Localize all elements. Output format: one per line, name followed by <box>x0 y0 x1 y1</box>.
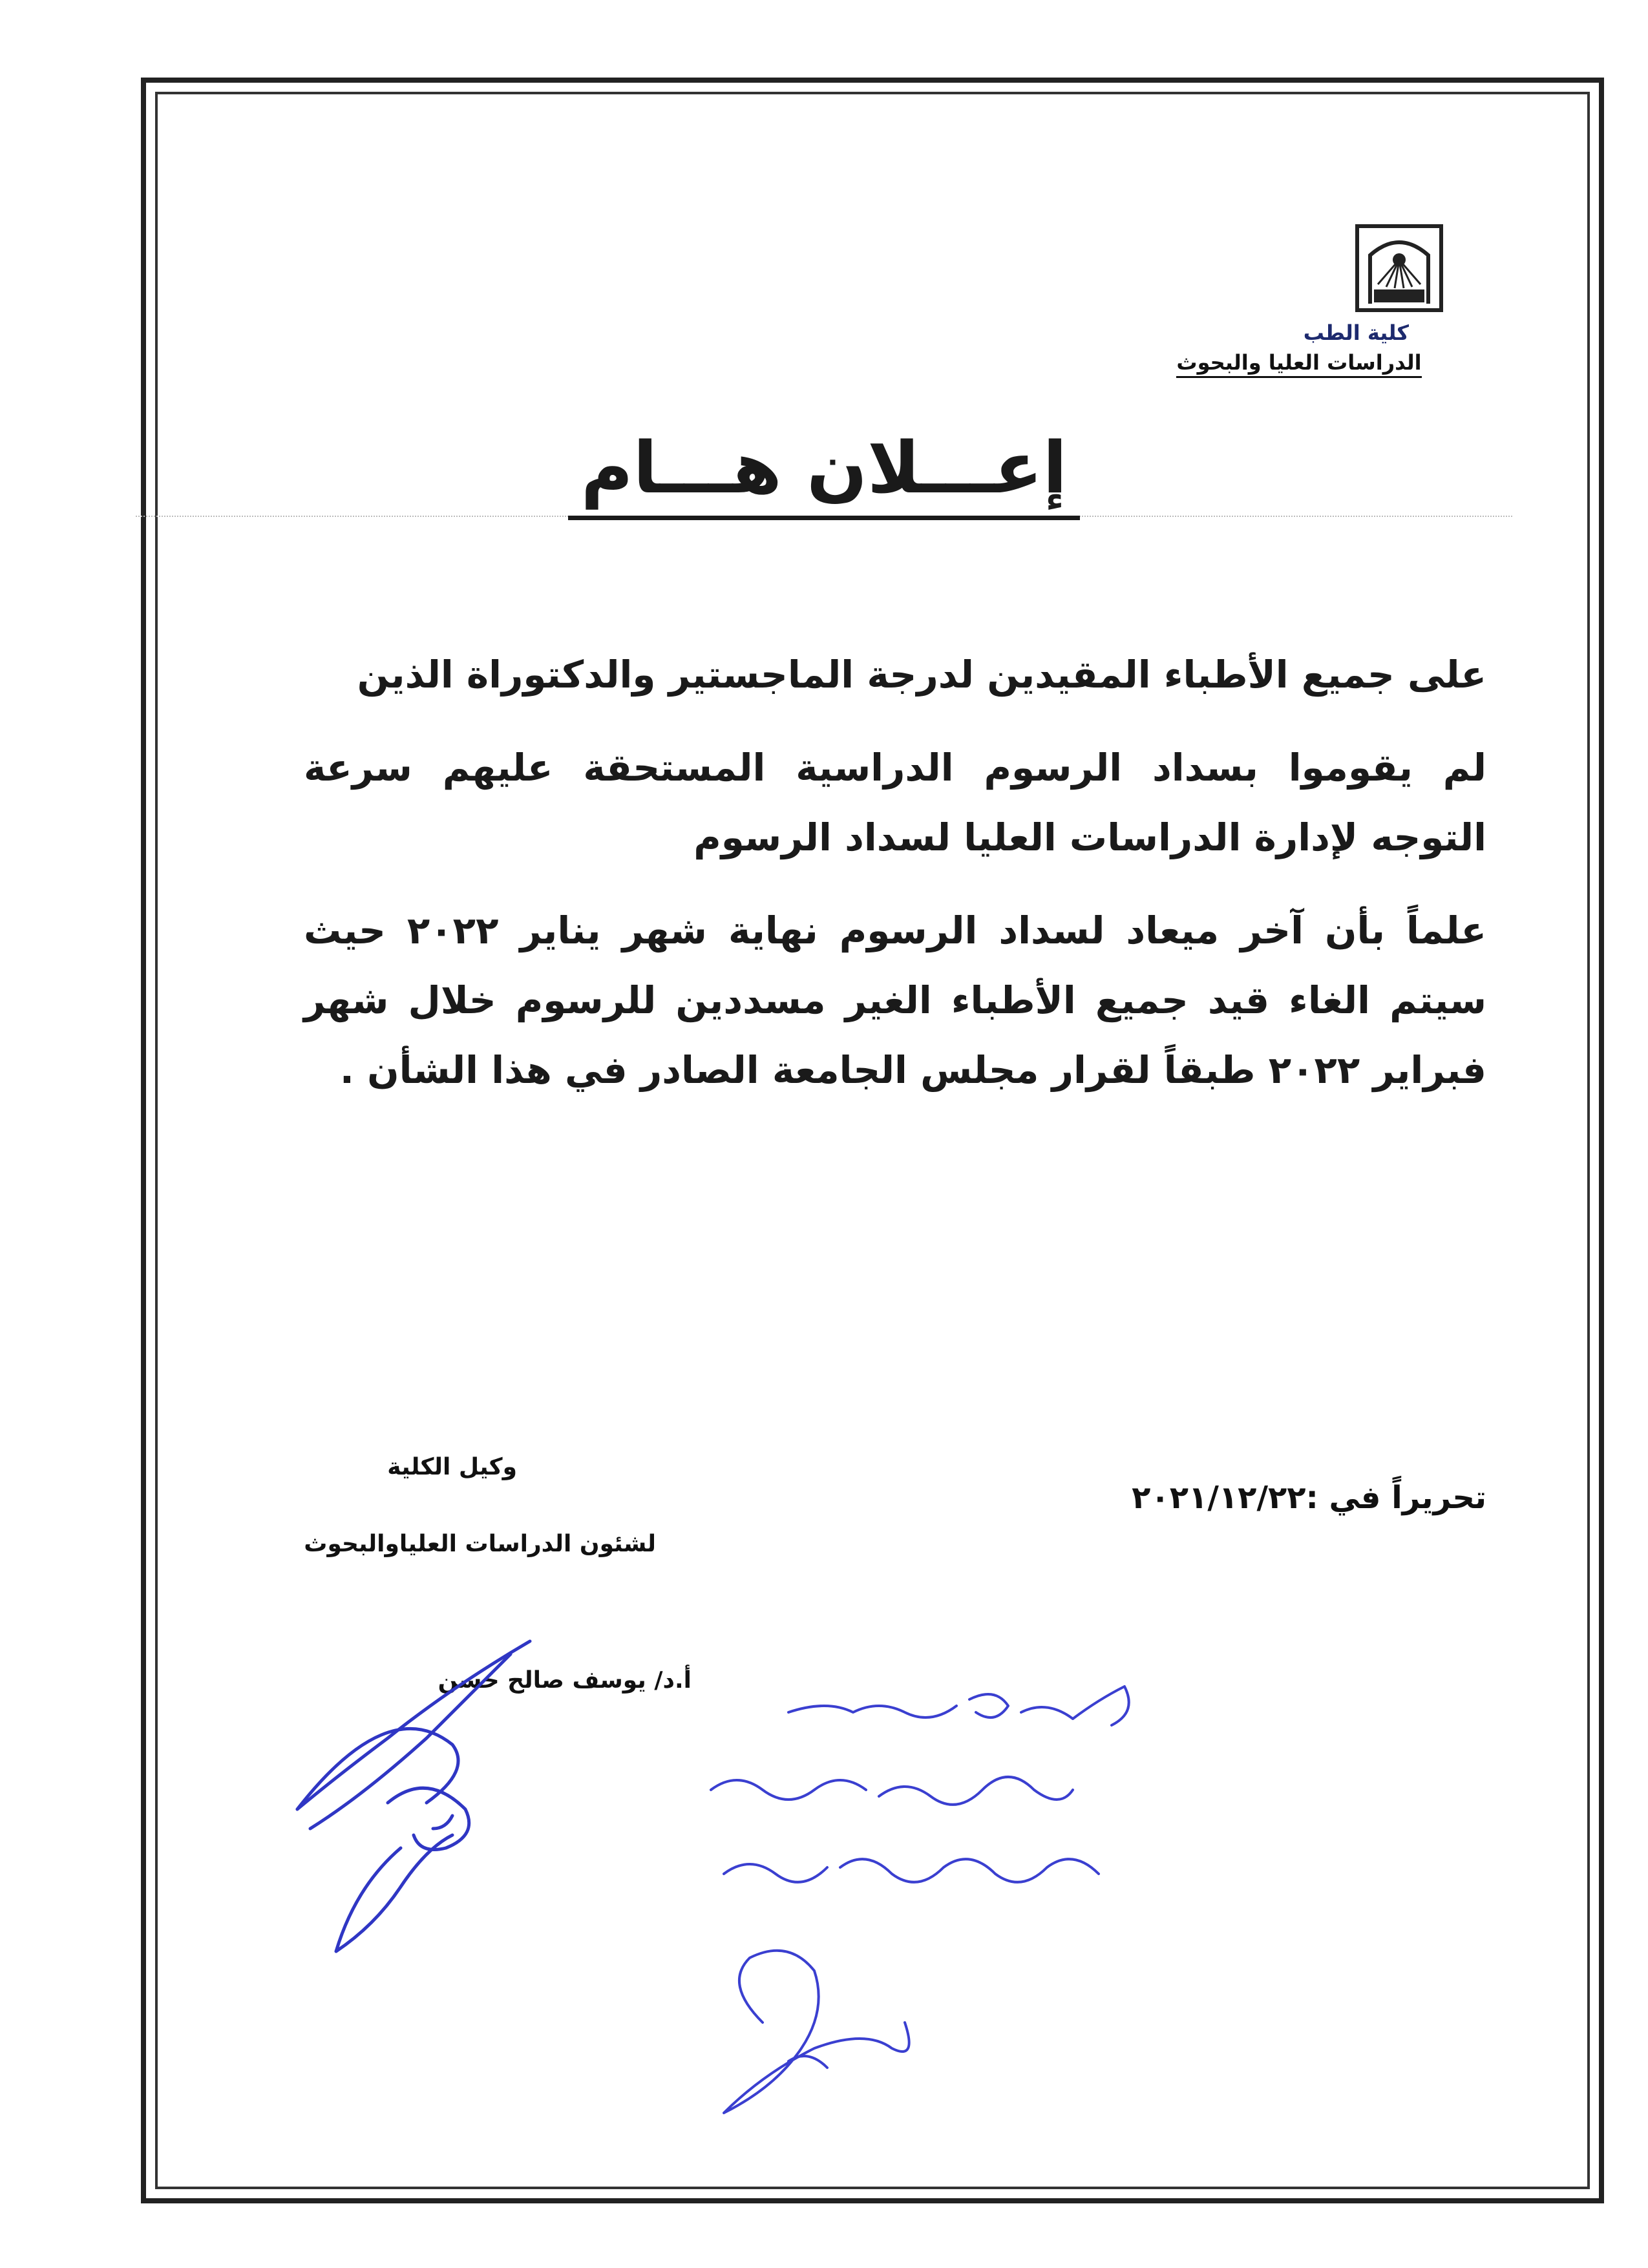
official-signature <box>259 1615 582 1977</box>
handwritten-note <box>659 1661 1189 2152</box>
faculty-name: كلية الطب <box>1303 320 1409 345</box>
page-title <box>0 426 1648 509</box>
signatory-title: وكيل الكلية <box>387 1454 517 1480</box>
letterhead <box>1150 220 1448 378</box>
signatory-name: أ.د/ يوسف صالح حسن <box>438 1667 692 1694</box>
paragraph-3: علماً بأن آخر ميعاد لسداد الرسوم نهاية شهر يناير ٢٠٢٢ حيث سيتم الغاء قيد جميع الأطباء الغير مسددين للرسوم خلال شهر فبراير ٢٠٢٢ طبقاً لقرار مجلس الجامعة الصادر في هذا الشأن . <box>304 908 1486 1092</box>
announcement-body <box>304 640 1486 1128</box>
university-logo-icon <box>1351 220 1448 317</box>
department-name: الدراسات العليا والبحوث <box>1176 350 1421 378</box>
signatory-office: لشئون الدراسات العلياوالبحوث <box>304 1531 656 1557</box>
page-title-text: إعـــلان هـــام <box>568 426 1080 520</box>
paragraph-2: لم يقوموا بسداد الرسوم الدراسية المستحقة عليهم سرعة التوجه لإدارة الدراسات العليا لسداد الرسوم <box>304 746 1486 859</box>
paragraph-1: على جميع الأطباء المقيدين لدرجة الماجستير والدكتوراة الذين <box>357 653 1486 697</box>
issue-date: تحريراً في :٢٠٢١/١٢/٢٢ <box>1132 1480 1486 1516</box>
